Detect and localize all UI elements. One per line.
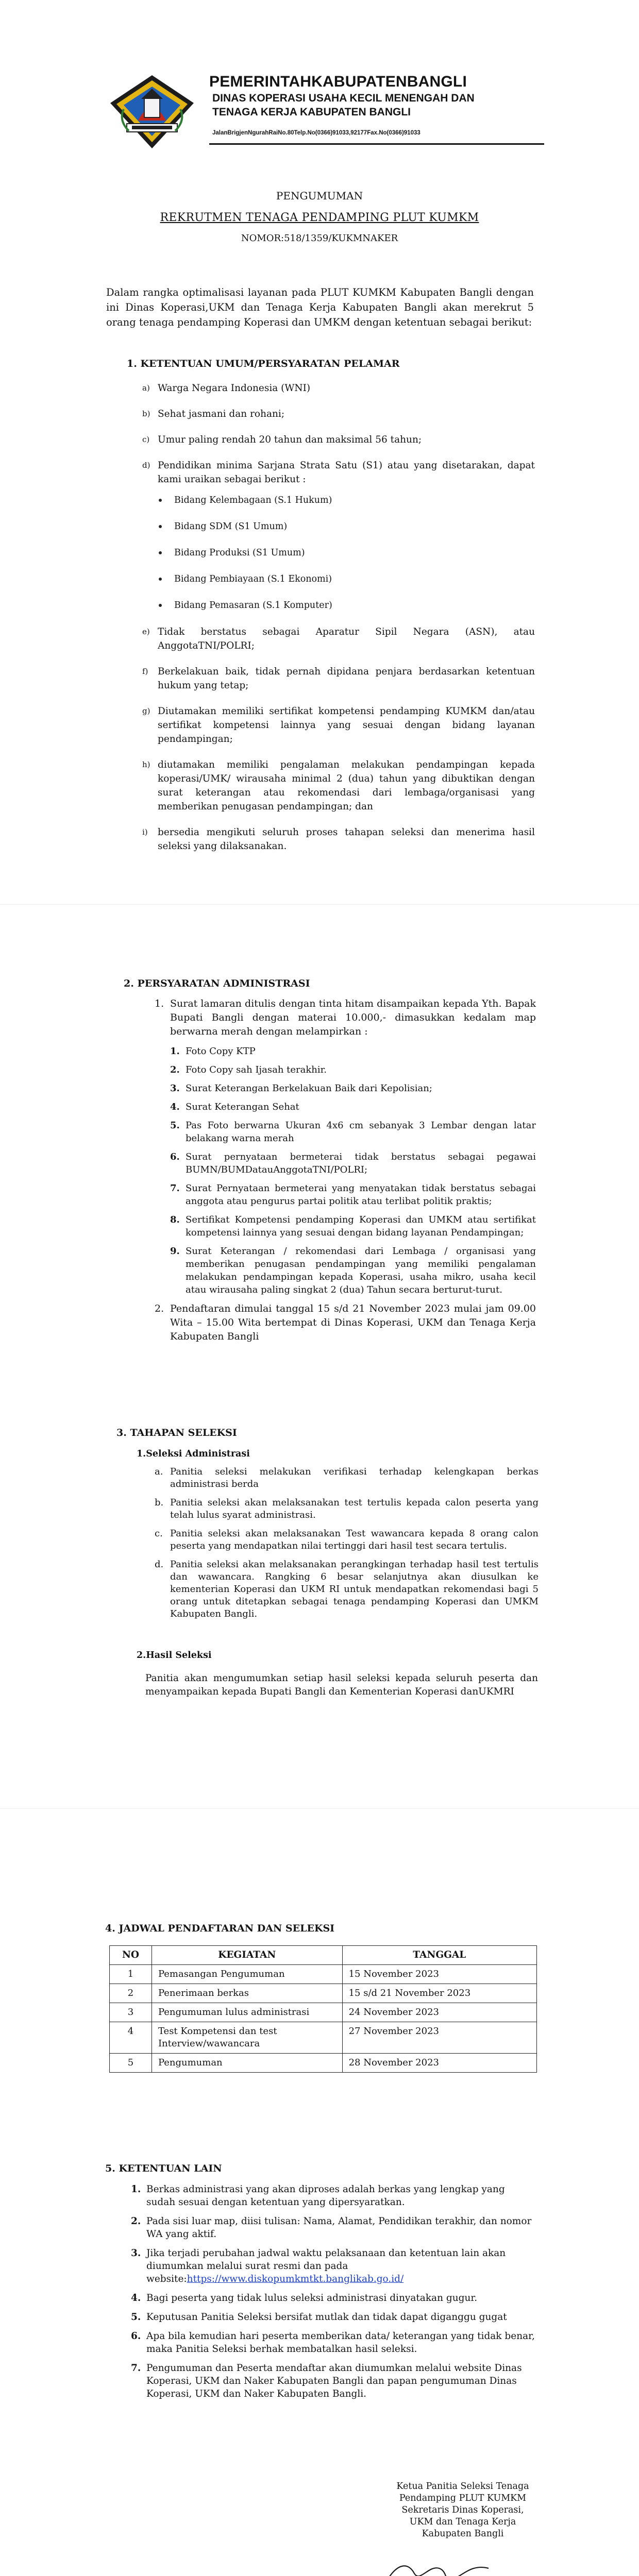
letterhead: [108, 63, 541, 156]
signature-role-5: Kabupaten Bangli: [422, 2529, 504, 2539]
list-item: 4. Bagi peserta yang tidak lulus seleksi administrasi dinyatakan gugur.: [131, 2293, 478, 2303]
table-cell: 24 November 2023: [342, 2003, 536, 2022]
list-item: 5. Keputusan Panitia Seleksi bersifat mutlak dan tidak dapat diganggu gugat: [131, 2312, 507, 2323]
announcement-label: PENGUMUMAN: [276, 190, 363, 202]
column-header: KEGIATAN: [152, 1946, 342, 1965]
section-1-heading: 1. KETENTUAN UMUM/PERSYARATAN PELAMAR: [127, 358, 400, 369]
signature-role-2: Pendamping PLUT KUMKM: [399, 2493, 527, 2503]
page-1: [0, 0, 639, 904]
section-5-heading: 5. KETENTUAN LAIN: [105, 2163, 222, 2174]
list-item: i) bersedia mengikuti seluruh proses tahapan seleksi dan menerima hasil seleksi yang dilaksanakan.: [142, 827, 535, 852]
list-item: 6. Apa bila kemudian hari peserta memberikan data/ keterangan yang tidak benar, maka Panitia Seleksi berhak membatalkan hasil seleksi.: [131, 2331, 535, 2354]
table-cell: 27 November 2023: [342, 2022, 536, 2054]
table-cell: Pengumuman: [152, 2054, 342, 2073]
table-row: [110, 2022, 537, 2054]
document-title: REKRUTMEN TENAGA PENDAMPING PLUT KUMKM: [160, 211, 479, 224]
table-header-row: [110, 1946, 537, 1965]
list-item: 7. Surat Pernyataan bermeterai yang menyatakan tidak berstatus sebagai anggota atau pengurus partai politik atau terlibat politik praktis;: [170, 1183, 536, 1207]
letterhead-address: JalanBrigjenNgurahRaiNo.80Telp.No(0366)91033,92177Fax.No(0366)91033: [212, 130, 421, 136]
list-item: d) Pendidikan minima Sarjana Strata Satu (S1) atau yang disetarakan, dapat kami uraikan sebagai berikut : Bidang Kelembagaan (S.1 Hukum) Bidang SDM (S1 Umum) Bidang Produksi (S1 Umum) Bidang Pembiayaan (S.1 Ekonomi) Bidang Pemasaran (S.1 Komputer): [142, 459, 535, 613]
list-item: g) Diutamakan memiliki sertifikat kompetensi pendamping KUMKM dan/atau sertifikat kompetensi lainnya yang sesuai dengan bidang layanan pendampingan;: [142, 706, 535, 744]
list-item: h) diutamakan memiliki pengalaman melakukan pendampingan kepada koperasi/UMK/ wirausaha minimal 2 (dua) tahun yang dibuktikan dengan surat keterangan atau rekomendasi dari lembaga/organisasi yang memberikan penugasan pendampingan; dan: [142, 759, 535, 812]
list-item: 1. Foto Copy KTP: [170, 1046, 256, 1057]
table-cell: 2: [110, 1984, 152, 2003]
list-item: 9. Surat Keterangan / rekomendasi dari Lembaga / organisasi yang memberikan penugasan pendampingan yang memiliki pengalaman melakukan pendampingan kepada Koperasi, usaha mikro, usaha kecil atau wirausaha paling singkat 2 (dua) Tahun secara berturut-turut.: [170, 1246, 536, 1295]
signature-block: [365, 2481, 561, 2540]
list-item: 5. Pas Foto berwarna Ukuran 4x6 cm sebanyak 3 Lembar dengan latar belakang warna merah: [170, 1120, 536, 1144]
list-item: 7. Pengumuman dan Peserta mendaftar akan diumumkan melalui website Dinas Koperasi, UKM dan Naker Kabupaten Bangli dan papan pengumuman Dinas Koperasi, UKM dan Naker Kabupaten Bangli.: [131, 2363, 522, 2399]
section-4-heading: 4. JADWAL PENDAFTARAN DAN SELEKSI: [105, 1923, 335, 1934]
letterhead-rule: [209, 143, 544, 145]
table-row: [110, 1984, 537, 2003]
handwritten-signature: [382, 2553, 496, 2576]
table-cell: 4: [110, 2022, 152, 2054]
website-link[interactable]: https://www.diskopumkmtkt.banglikab.go.id/: [187, 2274, 404, 2284]
list-item: c) Umur paling rendah 20 tahun dan maksimal 56 tahun;: [142, 434, 422, 445]
table-cell: Pengumuman lulus administrasi: [152, 2003, 342, 2022]
bangli-regency-logo: [108, 73, 196, 150]
list-item: a) Warga Negara Indonesia (WNI): [142, 383, 311, 394]
letterhead-government: PEMERINTAHKABUPATENBANGLI: [209, 73, 467, 90]
list-item: 6. Surat pernyataan bermeterai tidak berstatus sebagai pegawai BUMN/BUMDatauAnggotaTNI/POLRI;: [170, 1151, 536, 1175]
section-3-heading: 3. TAHAPAN SELEKSI: [116, 1427, 237, 1438]
list-item: 3. Surat Keterangan Berkelakuan Baik dari Kepolisian;: [170, 1083, 432, 1094]
table-cell: 15 November 2023: [342, 1965, 536, 1984]
list-item: f) Berkelakuan baik, tidak pernah dipidana penjara berdasarkan ketentuan hukum yang tetap;: [142, 666, 535, 691]
section-3-sub-2: 2.Hasil Seleksi: [137, 1650, 212, 1660]
table-cell: 28 November 2023: [342, 2054, 536, 2073]
section-2-body: [155, 997, 536, 1350]
table-cell: Pemasangan Pengumuman: [152, 1965, 342, 1984]
attachment-list: [155, 1045, 536, 1296]
bidang-list: [142, 494, 535, 613]
selection-result-text: Panitia akan mengumumkan setiap hasil seleksi kepada seluruh peserta dan menyampaikan kepada Bupati Bangli dan Kementerian Koperasi danUKMRI: [145, 1673, 538, 1697]
list-item: 1. Surat lamaran ditulis dengan tinta hitam disampaikan kepada Yth. Bapak Bupati Bangli dengan materai 10.000,- dimasukkan kedalam map berwarna merah dengan melampirkan :: [155, 998, 536, 1037]
bidang-item: Bidang Produksi (S1 Umum): [142, 546, 535, 560]
signature-role-4: UKM dan Tenaga Kerja: [409, 2517, 516, 2527]
section-3-sub-1: 1.Seleksi Administrasi: [137, 1449, 250, 1459]
intro-paragraph: Dalam rangka optimalisasi layanan pada PLUT KUMKM Kabupaten Bangli dengan ini Dinas Koperasi,UKM dan Tenaga Kerja Kabupaten Bangli akan merekrut 5 orang tenaga pendamping Koperasi dan UMKM dengan ketentuan sebagai berikut:: [106, 286, 534, 328]
column-header: NO: [110, 1946, 152, 1965]
letterhead-agency-2: TENAGA KERJA KABUPATEN BANGLI: [212, 106, 411, 118]
section-2-heading: 2. PERSYARATAN ADMINISTRASI: [124, 978, 310, 989]
list-item: d. Panitia seleksi akan melaksanakan perangkingan terhadap hasil test tertulis dan wawancara. Rangking 6 besar selanjutnya akan diusulkan ke kementerian Koperasi dan UKM RI untuk mendapatkan rekomendasi bagi 5 orang untuk ditetapkan sebagai tenaga pendamping Koperasi dan UMKM Kabupaten Bangli.: [155, 1559, 539, 1619]
list-item: a. Panitia seleksi melakukan verifikasi terhadap kelengkapan berkas administrasi berda: [155, 1466, 539, 1489]
list-item: 3. Jika terjadi perubahan jadwal waktu pelaksanaan dan ketentuan lain akan diumumkan melalui surat resmi dan pada website:https://www.diskopumkmtkt.banglikab.go.id/: [131, 2248, 506, 2284]
schedule-table: [109, 1945, 537, 2073]
table-row: [110, 1965, 537, 1984]
list-item: 1. Berkas administrasi yang akan diproses adalah berkas yang lengkap yang sudah sesuai dengan ketentuan yang dipersyaratkan.: [131, 2184, 505, 2208]
other-provisions-list: [131, 2183, 535, 2406]
page-3: [0, 1808, 639, 2576]
list-item: b. Panitia seleksi akan melaksanakan test tertulis kepada calon peserta yang telah lulus syarat administrasi.: [155, 1497, 539, 1520]
list-item: 2. Pada sisi luar map, diisi tulisan: Nama, Alamat, Pendidikan terakhir, dan nomor WA yang aktif.: [131, 2216, 532, 2240]
table-cell: 5: [110, 2054, 152, 2073]
table-cell: Test Kompetensi dan test Interview/wawancara: [152, 2022, 342, 2054]
signature-role-3: Sekretaris Dinas Koperasi,: [401, 2505, 524, 2515]
list-item: c. Panitia seleksi akan melaksanakan Test wawancara kepada 8 orang calon peserta yang mendapatkan nilai tertinggi dari hasil test secara tertulis.: [155, 1528, 539, 1551]
bidang-item: Bidang Pembiayaan (S.1 Ekonomi): [142, 572, 535, 586]
list-item: e) Tidak berstatus sebagai Aparatur Sipil Negara (ASN), atau AnggotaTNI/POLRI;: [142, 626, 535, 651]
signature-role-1: Ketua Panitia Seleksi Tenaga: [396, 2481, 529, 2492]
table-cell: 15 s/d 21 November 2023: [342, 1984, 536, 2003]
table-row: [110, 2054, 537, 2073]
page-2: [0, 904, 639, 1808]
table-cell: 1: [110, 1965, 152, 1984]
bidang-item: Bidang SDM (S1 Umum): [142, 520, 535, 534]
list-item: 2. Pendaftaran dimulai tanggal 15 s/d 21 November 2023 mulai jam 09.00 Wita – 15.00 Wita bertempat di Dinas Koperasi, UKM dan Tenaga Kerja Kabupaten Bangli: [155, 1303, 536, 1342]
document-number: NOMOR:518/1359/KUKMNAKER: [241, 233, 398, 244]
list-item: b) Sehat jasmani dan rohani;: [142, 409, 285, 419]
selection-steps: [155, 1466, 539, 1626]
table-cell: 3: [110, 2003, 152, 2022]
bidang-item: Bidang Kelembagaan (S.1 Hukum): [142, 494, 535, 507]
section-1-list: [142, 381, 535, 865]
list-item: 4. Surat Keterangan Sehat: [170, 1101, 299, 1112]
bidang-item: Bidang Pemasaran (S.1 Komputer): [142, 599, 535, 613]
table-cell: Penerimaan berkas: [152, 1984, 342, 2003]
list-item: 2. Foto Copy sah Ijasah terakhir.: [170, 1064, 327, 1075]
column-header: TANGGAL: [342, 1946, 536, 1965]
list-item: 8. Sertifikat Kompetensi pendamping Koperasi dan UMKM atau sertifikat kompetensi lainnya yang sesuai dengan bidang layanan Pendampingan;: [170, 1214, 536, 1238]
table-row: [110, 2003, 537, 2022]
letterhead-agency-1: DINAS KOPERASI USAHA KECIL MENENGAH DAN: [212, 92, 475, 104]
